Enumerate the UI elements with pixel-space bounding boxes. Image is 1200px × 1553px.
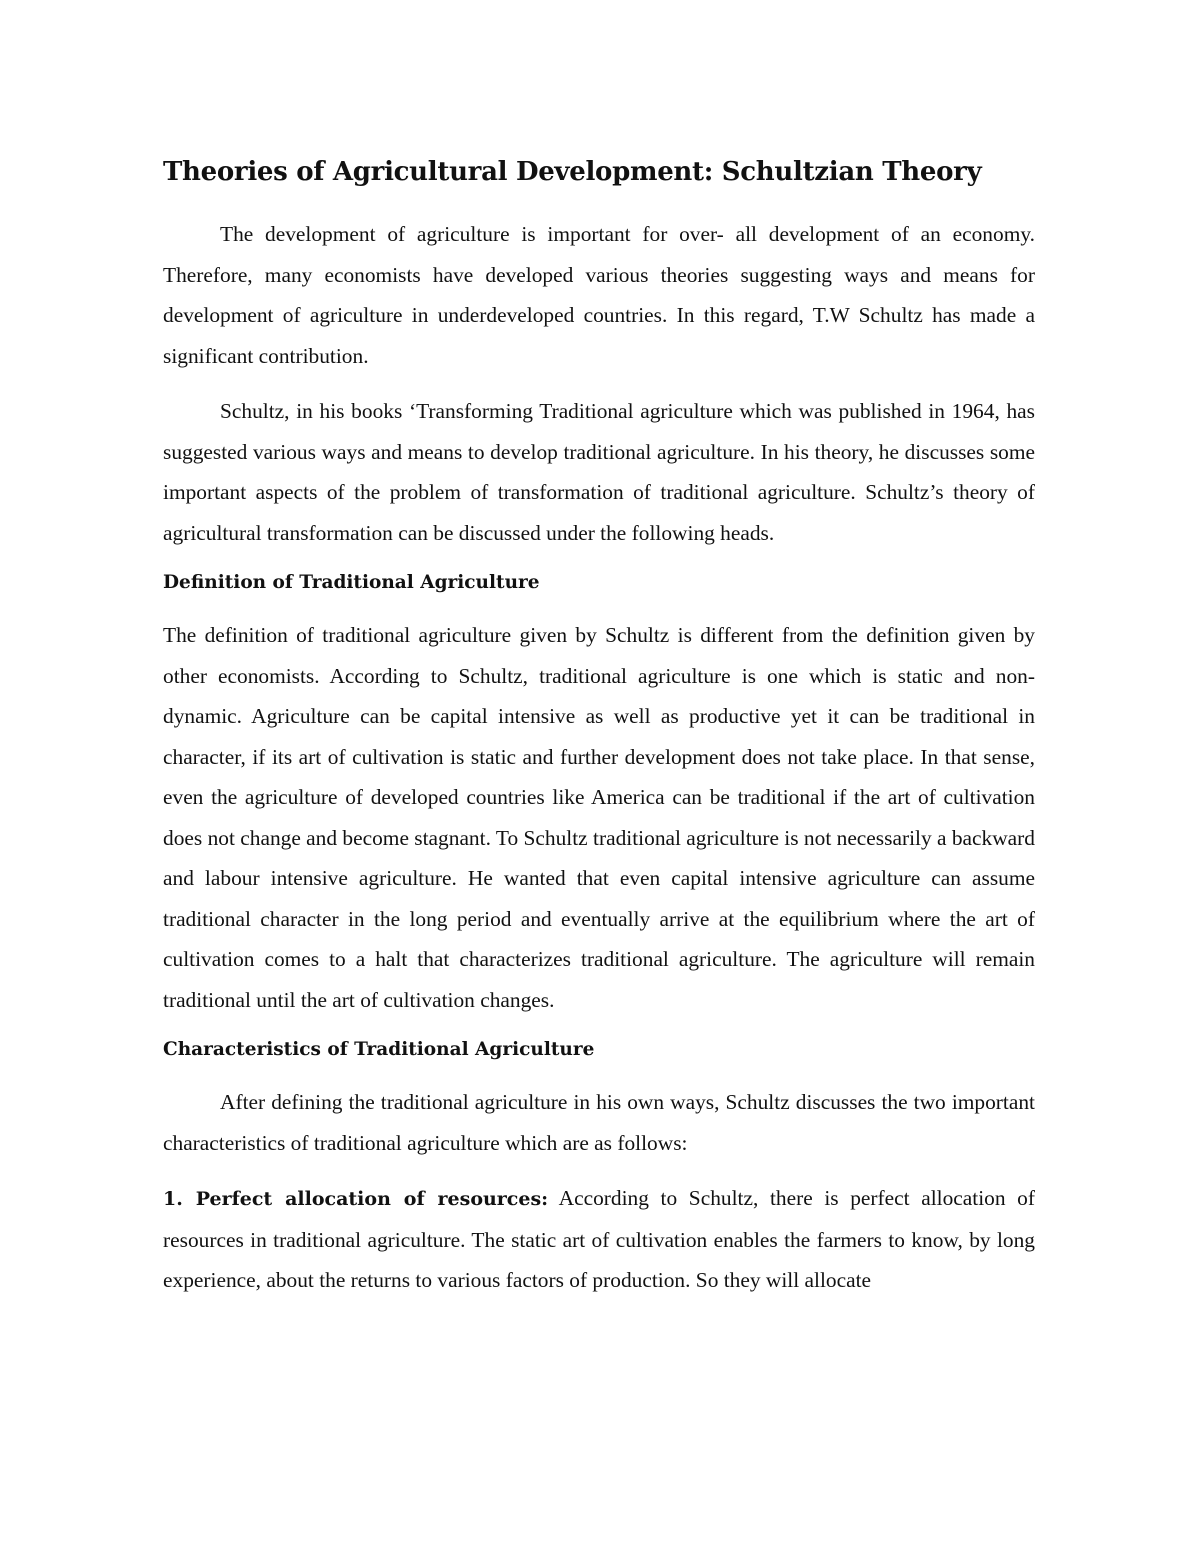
section-heading-definition: Definition of Traditional Agriculture (163, 572, 540, 593)
intro-paragraph-1: The development of agriculture is important for over- all development of an economy. Therefore, many economists have developed various theories suggesting ways and means for development of agriculture in underdeveloped countries. In this regard, T.W Schultz has made a significant contribution. (163, 222, 1035, 368)
section-body-characteristics: After defining the traditional agriculture in his own ways, Schultz discusses the two important characteristics of traditional agriculture which are as follows: (163, 1090, 1035, 1155)
list-item-1-text: According to Schultz, there is perfect allocation of resources in traditional agriculture. The static art of cultivation enables the farmers to know, by long experience, about the returns to various factors of production. So they will allocate (163, 1186, 1035, 1292)
section-body-definition: The definition of traditional agriculture given by Schultz is different from the definition given by other economists. According to Schultz, traditional agriculture is one which is static and non-dynamic. Agriculture can be capital intensive as well as productive yet it can be traditional in character, if its art of cultivation is static and further development does not take place. In that sense, even the agriculture of developed countries like America can be traditional if the art of cultivation does not change and become stagnant. To Schultz traditional agriculture is not necessarily a backward and labour intensive agriculture. He wanted that even capital intensive agriculture can assume traditional character in the long period and eventually arrive at the equilibrium where the art of cultivation comes to a halt that characterizes traditional agriculture. The agriculture will remain traditional until the art of cultivation changes. (163, 623, 1035, 1012)
intro-paragraph-2: Schultz, in his books ‘Transforming Traditional agriculture which was published in 1964, has suggested various ways and means to develop traditional agriculture. In his theory, he discusses some important aspects of the problem of transformation of traditional agriculture. Schultz’s theory of agricultural transformation can be discussed under the following heads. (163, 399, 1035, 545)
document-page (163, 150, 1035, 1301)
list-item-1 (163, 1178, 1035, 1301)
list-item-1-lead: 1. Perfect allocation of resources: (163, 1188, 549, 1210)
document-title: Theories of Agricultural Development: Schultzian Theory (163, 157, 982, 187)
section-heading-characteristics: Characteristics of Traditional Agriculture (163, 1039, 595, 1060)
